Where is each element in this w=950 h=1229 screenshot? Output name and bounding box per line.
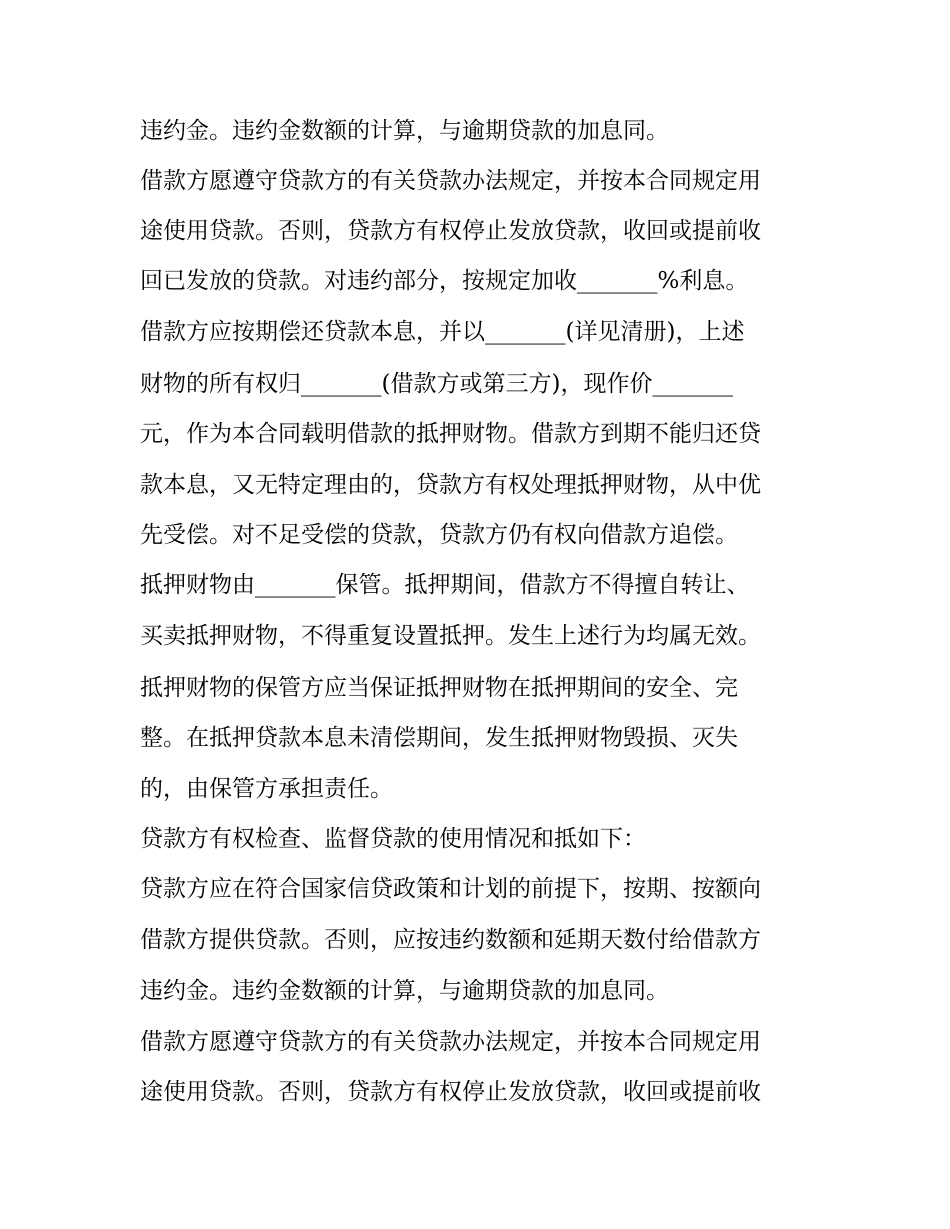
text-line: 贷款方有权检查、监督贷款的使用情况和抵如下： bbox=[140, 826, 646, 852]
text-line: 途使用贷款。否则，贷款方有权停止发放贷款，收回或提前收 bbox=[140, 1079, 761, 1105]
text-line: 整。在抵押贷款本息未清偿期间，发生抵押财物毁损、灭失 bbox=[140, 725, 738, 751]
text-line: 借款方提供贷款。否则，应按违约数额和延期天数付给借款方 bbox=[140, 927, 761, 953]
text-line: 财物的所有权归_______(借款方或第三方)，现作价_______ bbox=[140, 371, 733, 397]
text-line: 违约金。违约金数额的计算，与逾期贷款的加息同。 bbox=[140, 118, 669, 144]
text-line: 回已发放的贷款。对违约部分，按规定加收_______%利息。 bbox=[140, 268, 749, 294]
text-line: 款本息，又无特定理由的，贷款方有权处理抵押财物，从中优 bbox=[140, 472, 761, 498]
text-line: 的，由保管方承担责任。 bbox=[140, 776, 393, 802]
text-line: 借款方应按期偿还贷款本息，并以_______(详见清册)，上述 bbox=[140, 319, 745, 345]
text-line: 元，作为本合同载明借款的抵押财物。借款方到期不能归还贷 bbox=[140, 421, 761, 447]
text-line: 先受偿。对不足受偿的贷款，贷款方仍有权向借款方追偿。 bbox=[140, 522, 738, 548]
text-line: 借款方愿遵守贷款方的有关贷款办法规定，并按本合同规定用 bbox=[140, 1029, 761, 1055]
text-line: 途使用贷款。否则，贷款方有权停止发放贷款，收回或提前收 bbox=[140, 218, 761, 244]
text-line: 抵押财物由_______保管。抵押期间，借款方不得擅自转让、 bbox=[140, 572, 750, 598]
text-line: 贷款方应在符合国家信贷政策和计划的前提下，按期、按额向 bbox=[140, 876, 761, 902]
text-line: 借款方愿遵守贷款方的有关贷款办法规定，并按本合同规定用 bbox=[140, 168, 761, 194]
text-line: 违约金。违约金数额的计算，与逾期贷款的加息同。 bbox=[140, 978, 669, 1004]
text-line: 抵押财物的保管方应当保证抵押财物在抵押期间的安全、完 bbox=[140, 675, 738, 701]
text-line: 买卖抵押财物，不得重复设置抵押。发生上述行为均属无效。 bbox=[140, 623, 761, 649]
